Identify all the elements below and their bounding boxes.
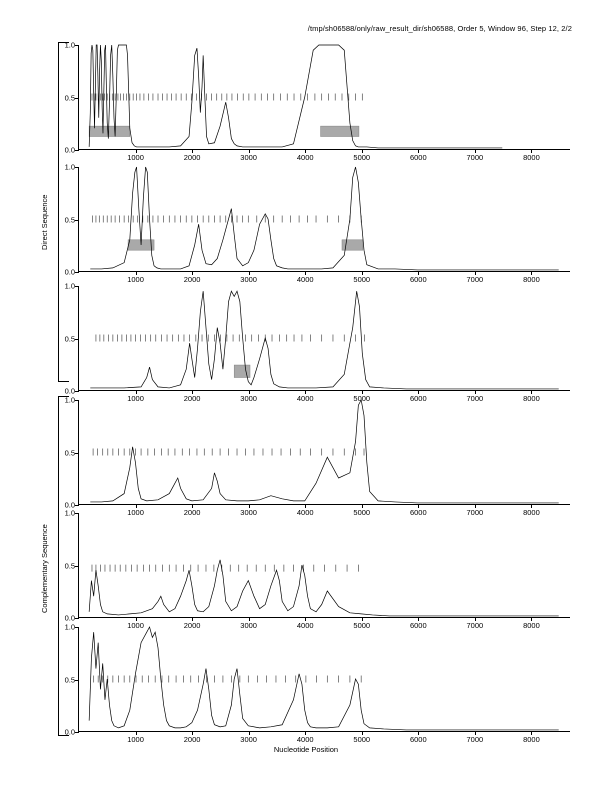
y-tick-label: 0.5 (64, 215, 75, 224)
y-tick (75, 220, 79, 221)
y-tick-label: 0.0 (64, 727, 75, 737)
x-tick-label: 2000 (183, 508, 201, 517)
y-tick-label: 1.0 (64, 281, 75, 291)
x-tick-label: 6000 (409, 394, 427, 403)
y-tick-label: 0.5 (64, 448, 75, 457)
x-tick-label: 1000 (127, 394, 144, 403)
y-tick-label: 0.0 (64, 500, 75, 510)
series-line (89, 45, 502, 148)
x-tick-label: 3000 (240, 153, 257, 162)
x-tick-label: 1000 (127, 621, 144, 630)
y-tick (75, 453, 79, 454)
y-tick (75, 167, 79, 168)
plot-area (64, 40, 570, 162)
x-tick-label: 6000 (409, 735, 427, 744)
x-tick-label: 3000 (240, 508, 257, 517)
y-tick-label: 0.5 (64, 675, 75, 684)
y-tick-label: 1.0 (64, 162, 75, 172)
x-tick-label: 4000 (296, 394, 314, 403)
x-tick-label: 1000 (127, 153, 144, 162)
y-tick-label: 1.0 (64, 508, 75, 518)
series-line (90, 400, 558, 503)
x-tick-label: 2000 (183, 621, 201, 630)
x-tick-label: 8000 (523, 394, 540, 403)
chart-panel-complementary-frame-1 (64, 395, 570, 517)
y-tick-label: 1.0 (64, 395, 75, 405)
y-tick-label: 0.0 (64, 386, 75, 396)
series-canvas (79, 627, 570, 731)
x-tick-label: 4000 (296, 735, 314, 744)
y-tick-label: 0.5 (64, 334, 75, 343)
x-tick-label: 5000 (353, 621, 371, 630)
y-tick-label: 0.0 (64, 267, 75, 277)
y-tick-label: 1.0 (64, 40, 75, 50)
x-tick-label: 3000 (240, 621, 257, 630)
series-canvas (79, 286, 570, 390)
x-tick-label: 6000 (409, 275, 427, 284)
x-tick-label: 4000 (296, 275, 314, 284)
x-tick-label: 4000 (296, 508, 314, 517)
codon-marker-row (92, 94, 362, 101)
x-tick-label: 7000 (466, 621, 484, 630)
axis-label-nucleotide-position: Nucleotide Position (273, 745, 339, 754)
series-line (89, 627, 559, 730)
brace-direct-sequence (58, 42, 69, 382)
x-tick-label: 5000 (353, 153, 371, 162)
series-line (89, 560, 559, 616)
orf-highlight-bar (234, 365, 250, 377)
x-tick-label: 8000 (523, 735, 540, 744)
axis-label-direct-sequence: Direct Sequence (40, 194, 49, 250)
x-tick-label: 6000 (409, 153, 427, 162)
codon-marker-row (94, 676, 362, 683)
x-tick-label: 6000 (409, 621, 427, 630)
y-tick-label: 0.0 (64, 613, 75, 623)
orf-highlight-bar (321, 126, 359, 136)
y-tick-label: 0.5 (64, 561, 75, 570)
x-tick-label: 7000 (466, 153, 484, 162)
axis-label-complementary-sequence: Complementary Sequence (40, 524, 49, 613)
series-line (90, 291, 558, 389)
x-tick-label: 7000 (466, 735, 484, 744)
x-tick-label: 1000 (127, 508, 144, 517)
x-tick-label: 8000 (523, 508, 540, 517)
x-tick-label: 1000 (127, 735, 144, 744)
y-tick (75, 680, 79, 681)
x-tick-label: 3000 (240, 735, 257, 744)
chart-panel-direct-frame-3 (64, 281, 570, 403)
plot-area (64, 281, 570, 403)
brace-complementary-sequence (58, 396, 69, 736)
chart-panel-direct-frame-2 (64, 162, 570, 284)
y-tick (75, 150, 79, 151)
series-canvas (79, 45, 570, 149)
series-canvas (79, 400, 570, 504)
chart-panel-complementary-frame-3 (64, 622, 570, 744)
orf-highlight-bar (89, 126, 130, 136)
x-tick-label: 8000 (523, 621, 540, 630)
y-tick (75, 566, 79, 567)
x-tick-label: 8000 (523, 275, 540, 284)
y-tick-label: 1.0 (64, 622, 75, 632)
plot-area (64, 508, 570, 630)
codon-marker-row (92, 565, 358, 572)
x-tick-label: 8000 (523, 153, 540, 162)
y-tick (75, 513, 79, 514)
y-tick (75, 391, 79, 392)
y-tick-label: 0.0 (64, 145, 75, 155)
x-tick-label: 5000 (353, 735, 371, 744)
series-line (90, 167, 558, 270)
x-tick-label: 6000 (409, 508, 427, 517)
x-tick-label: 5000 (353, 508, 371, 517)
y-tick (75, 400, 79, 401)
x-tick-label: 2000 (183, 394, 201, 403)
y-tick (75, 45, 79, 46)
x-tick-label: 7000 (466, 394, 484, 403)
series-canvas (79, 167, 570, 271)
x-tick-label: 3000 (240, 394, 257, 403)
x-tick-label: 2000 (183, 275, 201, 284)
plot-area (64, 162, 570, 284)
y-tick (75, 732, 79, 733)
y-tick-label: 0.5 (64, 93, 75, 102)
x-tick-label: 2000 (183, 153, 201, 162)
y-tick (75, 339, 79, 340)
chart-panel-direct-frame-1 (64, 40, 570, 162)
y-tick (75, 286, 79, 287)
y-tick (75, 505, 79, 506)
y-tick (75, 272, 79, 273)
y-tick (75, 618, 79, 619)
codon-marker-row (96, 335, 365, 342)
plot-area (64, 622, 570, 744)
y-tick (75, 627, 79, 628)
x-tick-label: 5000 (353, 394, 371, 403)
x-tick-label: 4000 (296, 621, 314, 630)
x-tick-label: 7000 (466, 508, 484, 517)
x-tick-label: 7000 (466, 275, 484, 284)
y-tick (75, 98, 79, 99)
x-tick-label: 2000 (183, 735, 201, 744)
x-tick-label: 4000 (296, 153, 314, 162)
x-tick-label: 5000 (353, 275, 371, 284)
x-tick-label: 1000 (127, 275, 144, 284)
series-canvas (79, 513, 570, 617)
figure-title: /tmp/sh06588/only/raw_result_dir/sh06588, Order 5, Window 96, Step 12, 2/2 (307, 24, 572, 33)
chart-panel-complementary-frame-2 (64, 508, 570, 630)
codon-marker-row (93, 216, 362, 223)
plot-area (64, 395, 570, 517)
x-tick-label: 3000 (240, 275, 257, 284)
